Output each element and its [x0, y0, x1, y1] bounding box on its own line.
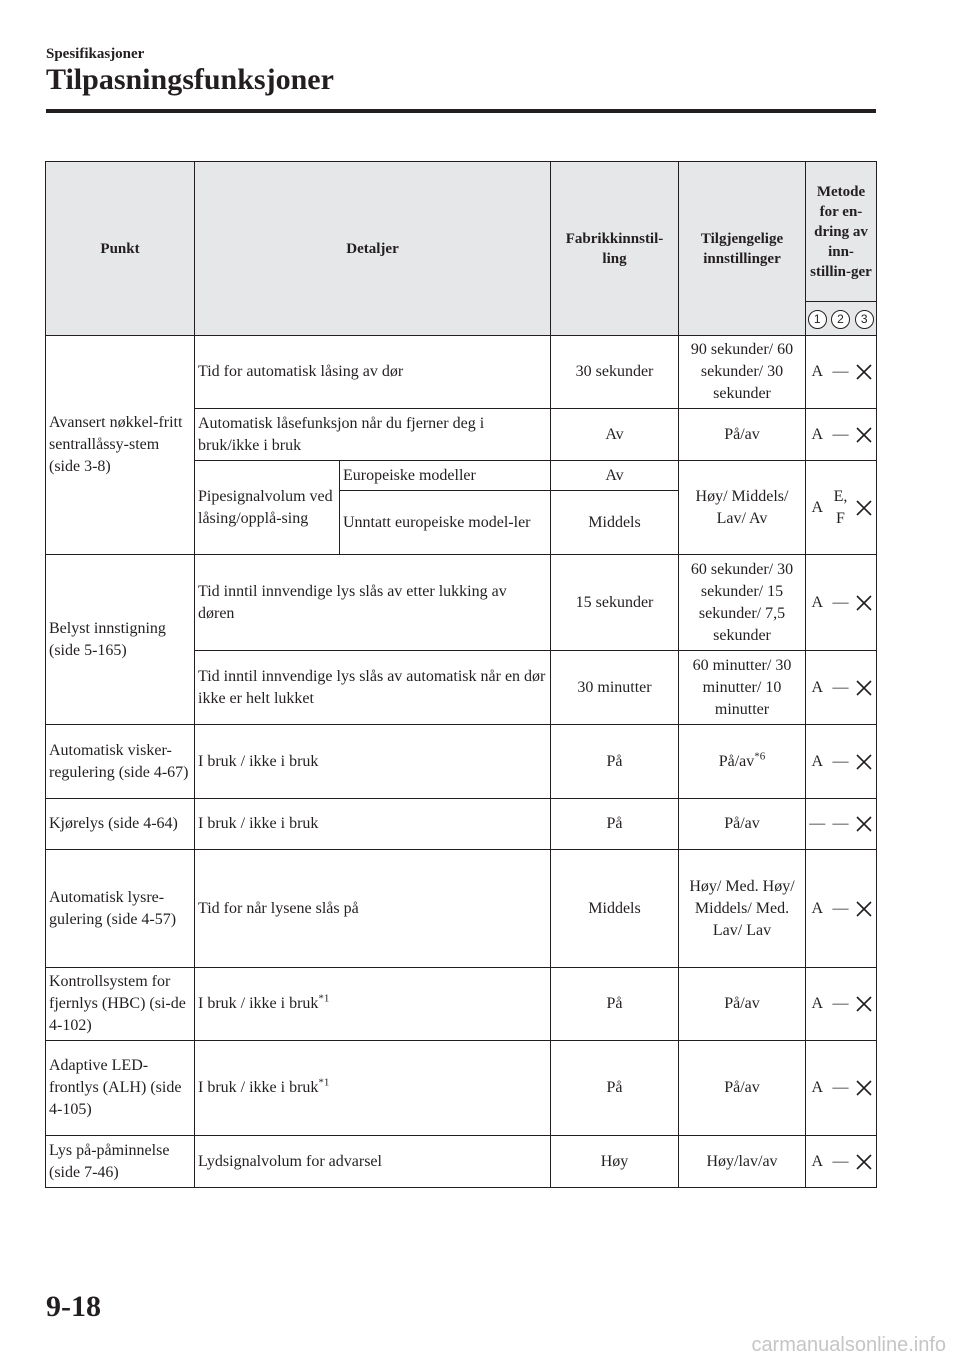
not-available-x-icon	[855, 499, 873, 517]
factory-setting: På	[551, 968, 679, 1041]
header-punkt: Punkt	[46, 162, 195, 336]
method-2: —	[829, 1041, 853, 1136]
method-2: —	[829, 651, 853, 725]
method-1: A	[806, 461, 829, 555]
watermark: carmanualsonline.info	[751, 1334, 946, 1356]
method-3	[853, 461, 877, 555]
factory-setting: På	[551, 1041, 679, 1136]
item-detail: Automatisk låsefunksjon når du fjerner deg i bruk/ikke i bruk	[195, 409, 551, 461]
item-detail	[195, 968, 551, 1041]
available-settings: På/av	[679, 968, 806, 1041]
factory-setting: Av	[551, 461, 679, 491]
not-available-x-icon	[855, 995, 873, 1013]
header-fabrikk: Fabrikkinnstil-ling	[551, 162, 679, 336]
table-row	[46, 555, 877, 651]
item-detail: I bruk / ikke i bruk	[195, 799, 551, 850]
factory-setting: Høy	[551, 1136, 679, 1188]
section-label: Spesifikasjoner	[46, 46, 145, 62]
factory-setting: På	[551, 725, 679, 799]
factory-setting: På	[551, 799, 679, 850]
not-available-x-icon	[855, 1079, 873, 1097]
not-available-x-icon	[855, 679, 873, 697]
not-available-x-icon	[855, 594, 873, 612]
item-name: Adaptive LED-frontlys (ALH) (side 4-105)	[46, 1041, 195, 1136]
header-metode: Metode for en-dring av inn-stillin-ger	[806, 162, 877, 302]
factory-setting: 15 sekunder	[551, 555, 679, 651]
method-2: —	[829, 799, 853, 850]
header-tilgjengelige: Tilgjengelige innstillinger	[679, 162, 806, 336]
table-row	[46, 1136, 877, 1188]
method-2: —	[829, 336, 853, 409]
table-row	[46, 1041, 877, 1136]
item-detail	[195, 1041, 551, 1136]
method-3	[853, 1136, 877, 1188]
footnote-ref: *1	[318, 1076, 330, 1089]
factory-setting: Middels	[551, 491, 679, 555]
item-name: Automatisk lysre-gulering (side 4-57)	[46, 850, 195, 968]
method-2: —	[829, 850, 853, 968]
footnote-ref: *1	[318, 992, 330, 1005]
method-1: A	[806, 968, 829, 1041]
table-row	[46, 336, 877, 409]
method-3	[853, 555, 877, 651]
method-number-3: 3	[853, 302, 877, 336]
method-2: —	[829, 555, 853, 651]
method-2: —	[829, 968, 853, 1041]
table-row	[46, 968, 877, 1041]
available-settings: Høy/ Med. Høy/ Middels/ Med. Lav/ Lav	[679, 850, 806, 968]
not-available-x-icon	[855, 753, 873, 771]
item-detail: Pipesignalvolum ved låsing/opplå-sing	[195, 461, 340, 555]
item-subdetail: Europeiske modeller	[340, 461, 551, 491]
item-name: Kjørelys (side 4-64)	[46, 799, 195, 850]
method-2: E, F	[829, 461, 853, 555]
method-3	[853, 1041, 877, 1136]
available-settings: På/av	[679, 799, 806, 850]
table-row	[46, 799, 877, 850]
not-available-x-icon	[855, 900, 873, 918]
item-detail-text: I bruk / ikke i bruk	[198, 1079, 319, 1096]
item-detail: Tid inntil innvendige lys slås av automatisk når en dør ikke er helt lukket	[195, 651, 551, 725]
factory-setting: 30 sekunder	[551, 336, 679, 409]
method-3	[853, 968, 877, 1041]
page-number: 9-18	[46, 1290, 101, 1323]
item-detail: I bruk / ikke i bruk	[195, 725, 551, 799]
method-number-2: 2	[829, 302, 853, 336]
method-3	[853, 799, 877, 850]
page-title: Tilpasningsfunksjoner	[46, 63, 334, 96]
method-3	[853, 409, 877, 461]
method-3	[853, 850, 877, 968]
available-settings: På/av	[679, 409, 806, 461]
footnote-ref: *6	[754, 750, 766, 763]
method-1: A	[806, 651, 829, 725]
method-1: A	[806, 725, 829, 799]
not-available-x-icon	[855, 363, 873, 381]
method-1: A	[806, 850, 829, 968]
method-number-1: 1	[806, 302, 829, 336]
table-row	[46, 850, 877, 968]
method-3	[853, 651, 877, 725]
item-detail: Tid for når lysene slås på	[195, 850, 551, 968]
method-1: A	[806, 1136, 829, 1188]
not-available-x-icon	[855, 426, 873, 444]
title-rule	[46, 109, 876, 113]
available-settings: 60 minutter/ 30 minutter/ 10 minutter	[679, 651, 806, 725]
available-settings	[679, 725, 806, 799]
item-name: Avansert nøkkel-fritt sentrallåssy-stem (side 3-8)	[46, 336, 195, 555]
item-detail: Lydsignalvolum for advarsel	[195, 1136, 551, 1188]
customization-table	[45, 161, 877, 1188]
available-settings: Høy/ Middels/ Lav/ Av	[679, 461, 806, 555]
item-name: Automatisk visker-regulering (side 4-67)	[46, 725, 195, 799]
not-available-x-icon	[855, 815, 873, 833]
available-settings: 90 sekunder/ 60 sekunder/ 30 sekunder	[679, 336, 806, 409]
method-3	[853, 725, 877, 799]
item-name: Belyst innstigning (side 5-165)	[46, 555, 195, 725]
header-detaljer: Detaljer	[195, 162, 551, 336]
method-1: A	[806, 336, 829, 409]
method-2: —	[829, 409, 853, 461]
not-available-x-icon	[855, 1153, 873, 1171]
item-detail-text: I bruk / ikke i bruk	[198, 995, 319, 1012]
item-name: Kontrollsystem for fjernlys (HBC) (si-de 4-102)	[46, 968, 195, 1041]
table-row	[46, 725, 877, 799]
available-settings: 60 sekunder/ 30 sekunder/ 15 sekunder/ 7,5 sekunder	[679, 555, 806, 651]
item-subdetail: Unntatt europeiske model-ler	[340, 491, 551, 555]
item-name: Lys på-påminnelse (side 7-46)	[46, 1136, 195, 1188]
item-detail: Tid for automatisk låsing av dør	[195, 336, 551, 409]
method-2: —	[829, 725, 853, 799]
item-detail: Tid inntil innvendige lys slås av etter lukking av døren	[195, 555, 551, 651]
factory-setting: Av	[551, 409, 679, 461]
method-1: A	[806, 555, 829, 651]
method-1: A	[806, 409, 829, 461]
method-2: —	[829, 1136, 853, 1188]
method-1: —	[806, 799, 829, 850]
method-1: A	[806, 1041, 829, 1136]
available-settings: På/av	[679, 1041, 806, 1136]
available-settings: Høy/lav/av	[679, 1136, 806, 1188]
factory-setting: Middels	[551, 850, 679, 968]
factory-setting: 30 minutter	[551, 651, 679, 725]
method-3	[853, 336, 877, 409]
available-settings-text: På/av	[718, 752, 755, 770]
